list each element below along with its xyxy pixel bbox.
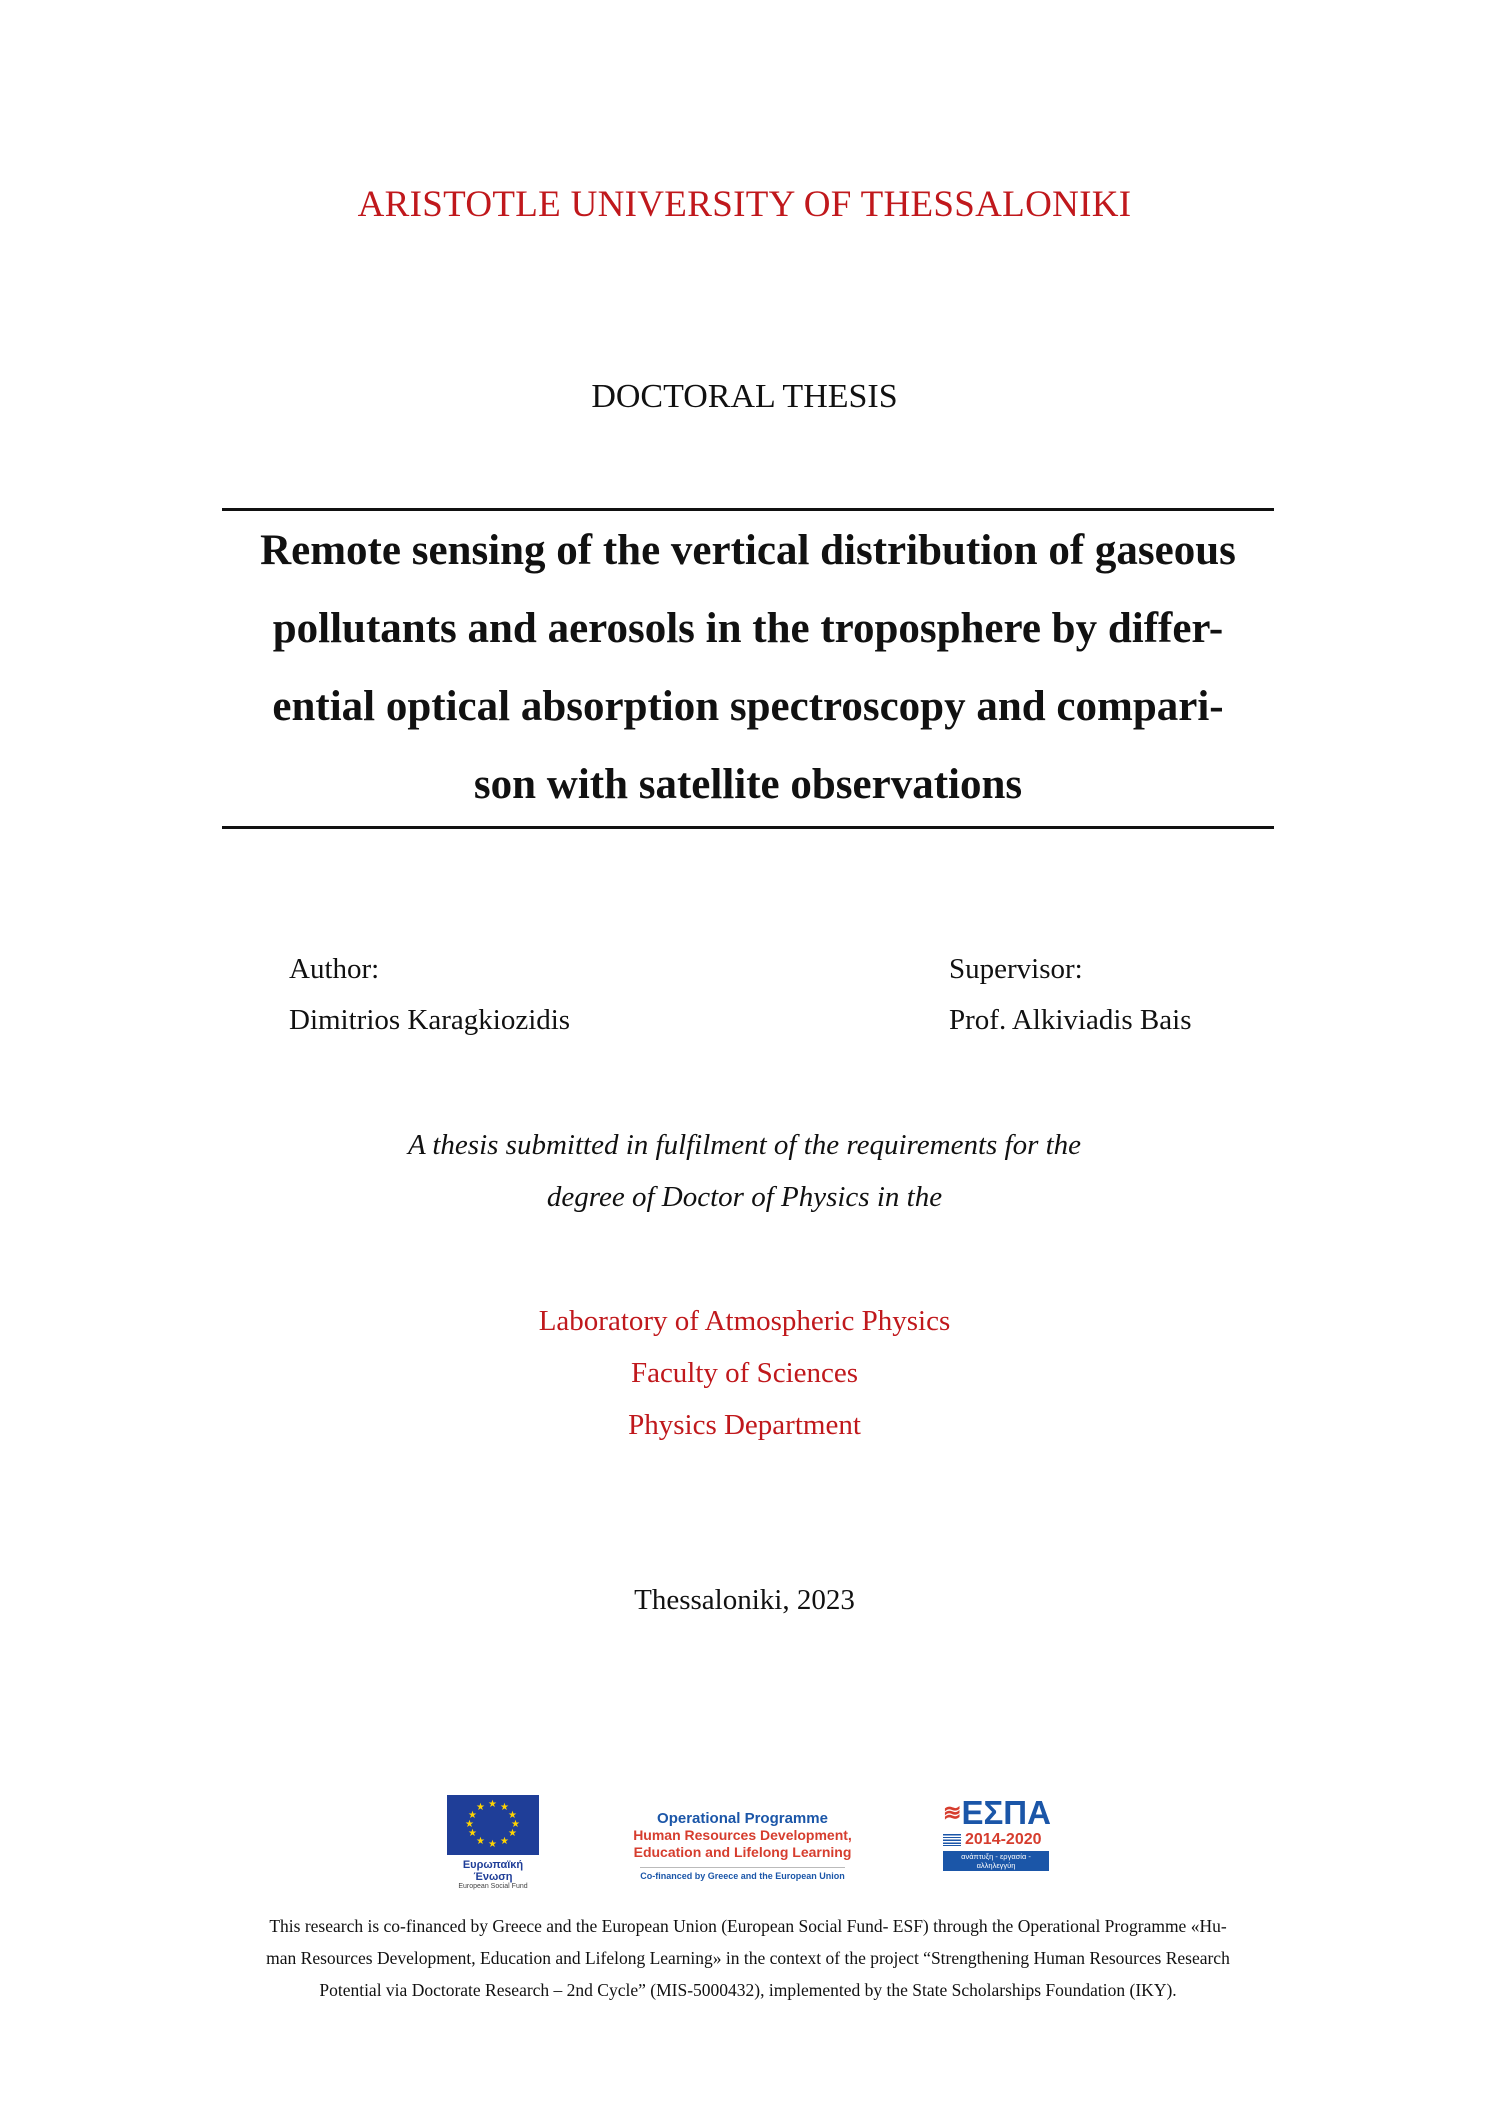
funding-line: This research is co-financed by Greece and the European Union (European Social Fund- ESF) through the Operational Programme «Hu-	[269, 1916, 1227, 1936]
place-and-date: Thessaloniki, 2023	[634, 1584, 855, 1616]
faculty-name: Faculty of Sciences	[630, 1357, 859, 1389]
op-logo-cofinance: Co-financed by Greece and the European Union	[640, 1871, 845, 1881]
espa-logo	[943, 1794, 1053, 1871]
eu-flag-icon: ★ ★ ★ ★ ★ ★ ★ ★ ★ ★ ★ ★	[447, 1795, 539, 1855]
eu-logo-caption: Ευρωπαϊκή Ένωση	[462, 1859, 524, 1883]
title-line: Remote sensing of the vertical distribution of gaseous	[260, 527, 1236, 574]
espa-text: ΕΣΠΑ	[961, 1794, 1051, 1831]
op-logo-line: Human Resources Development,	[633, 1827, 852, 1843]
eu-logo-subcaption: European Social Fund	[458, 1883, 528, 1890]
eu-logo	[447, 1795, 543, 1890]
op-logo-title: Operational Programme	[657, 1810, 828, 1827]
university-name: ARISTOTLE UNIVERSITY OF THESSALONIKI	[357, 184, 1132, 225]
title-line: pollutants and aerosols in the troposphere by differ-	[272, 605, 1224, 652]
espa-years: 2014-2020	[965, 1831, 1042, 1848]
funding-line: Potential via Doctorate Research – 2nd Cycle” (MIS-5000432), implemented by the State Scholarships Foundation (IKY).	[319, 1980, 1177, 2000]
title-rule-top	[222, 508, 1274, 511]
operational-programme-logo	[630, 1810, 855, 1881]
department-name: Physics Department	[628, 1409, 861, 1441]
thesis-title	[222, 512, 1274, 824]
title-line: ential optical absorption spectroscopy and compari-	[272, 683, 1224, 730]
espa-tagline: ανάπτυξη - εργασία - αλληλεγγύη	[943, 1851, 1049, 1871]
op-logo-divider	[640, 1867, 845, 1868]
espa-swirl-icon: ≋	[943, 1800, 962, 1825]
submission-statement-line: A thesis submitted in fulfilment of the requirements for the	[407, 1129, 1082, 1161]
laboratory-name: Laboratory of Atmospheric Physics	[538, 1305, 951, 1337]
author-name: Dimitrios Karagkiozidis	[289, 1004, 571, 1036]
greek-flag-icon	[943, 1834, 961, 1846]
supervisor-name: Prof. Alkiviadis Bais	[949, 1004, 1192, 1036]
title-line: son with satellite observations	[473, 761, 1023, 808]
submission-statement-line: degree of Doctor of Physics in the	[546, 1181, 943, 1213]
espa-wordmark	[943, 1794, 1053, 1831]
supervisor-label: Supervisor:	[949, 953, 1083, 985]
espa-years-row	[943, 1831, 1053, 1849]
op-logo-line: Education and Lifelong Learning	[633, 1844, 852, 1860]
document-type: DOCTORAL THESIS	[591, 378, 898, 415]
funding-line: man Resources Development, Education and Lifelong Learning» in the context of the project “Strengthening Human Resources Research	[266, 1948, 1230, 1968]
funding-acknowledgement	[222, 1910, 1274, 2006]
author-label: Author:	[289, 953, 380, 985]
title-rule-bottom	[222, 826, 1274, 829]
